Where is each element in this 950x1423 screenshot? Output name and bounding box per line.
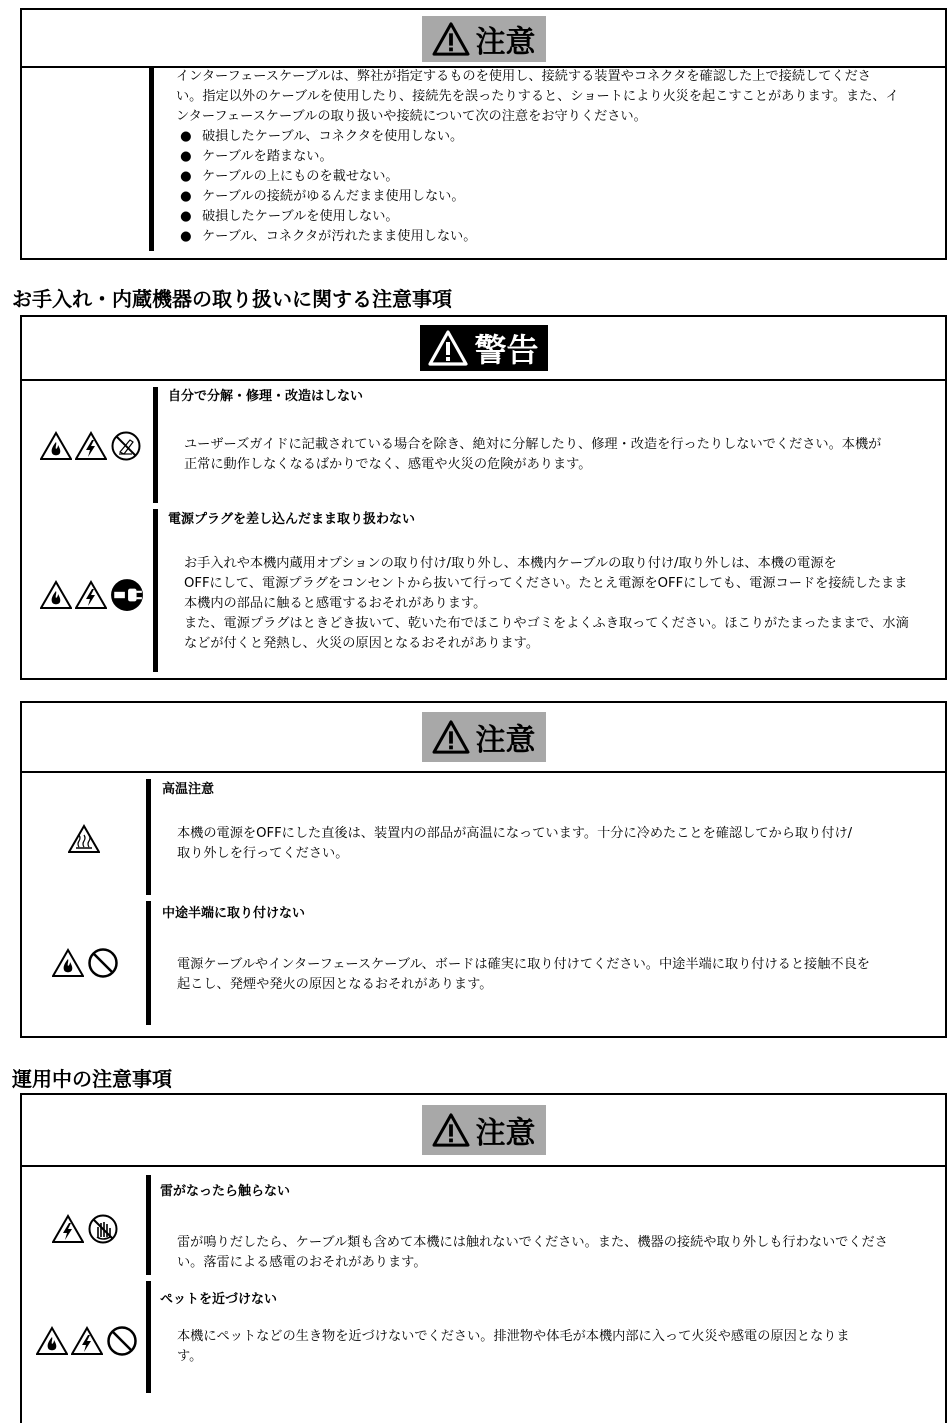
- item-title: 中途半端に取り付けない: [162, 906, 306, 921]
- caution-box-cables: [20, 8, 947, 260]
- box-header: [22, 10, 945, 68]
- no-touch-icon: [87, 1213, 119, 1245]
- body-line: OFFにして、電源プラグをコンセントから抜いて行ってください。たとえ電源をOFFにしても、電源コードを接続したまま: [184, 576, 908, 591]
- body-line: 取り外しを行ってください。: [177, 846, 349, 861]
- section-bar: [153, 387, 158, 503]
- hazard-icons: [36, 1325, 138, 1357]
- body-line: また、電源プラグはときどき抜いて、乾いた布でほこりやゴミをよくふき取ってください。ほこりがたまったままで、水滴: [184, 616, 909, 631]
- body-line: 本機の電源をOFFにした直後は、装置内の部品が高温になっています。十分に冷めたことを確認してから取り付け/: [177, 826, 853, 841]
- body-line: ンターフェースケーブルの取り扱いや接続について次の注意をお守りください。: [176, 109, 647, 124]
- caution-triangle-icon: [432, 22, 470, 56]
- body-line: 本機内の部品に触ると感電するおそれがあります。: [184, 596, 487, 611]
- high-temperature-icon: [68, 824, 100, 854]
- fire-warning-icon: [40, 580, 72, 610]
- caution-box-installation: [20, 701, 947, 1038]
- electric-shock-warning-icon: [75, 431, 107, 461]
- body-line: す。: [177, 1349, 203, 1364]
- bullet-item: ● ケーブルの接続がゆるんだまま使用しない。: [180, 187, 465, 207]
- item-title: 自分で分解・修理・改造はしない: [168, 389, 364, 404]
- body-line: 起こし、発煙や発火の原因となるおそれがあります。: [177, 977, 493, 992]
- prohibition-icon: [87, 947, 119, 979]
- hazard-icons: [40, 578, 144, 612]
- item-title: ペットを近づけない: [160, 1292, 278, 1307]
- hazard-icons: [68, 824, 100, 854]
- body-line: い。落雷による感電のおそれがあります。: [177, 1255, 427, 1270]
- bullet-item: ● 破損したケーブル、コネクタを使用しない。: [180, 127, 463, 147]
- fire-warning-icon: [36, 1326, 68, 1356]
- section-bar: [146, 1175, 151, 1275]
- badge-label: 警告: [474, 331, 539, 369]
- warning-triangle-icon: [428, 330, 468, 366]
- body-line: 電源ケーブルやインターフェースケーブル、ボードは確実に取り付けてください。中途半端に取り付けると接触不良を: [177, 957, 870, 972]
- electric-shock-warning-icon: [71, 1326, 103, 1356]
- hazard-icons: [52, 947, 119, 979]
- badge-label: 注意: [475, 25, 536, 60]
- warning-box-maintenance: [20, 315, 947, 680]
- box-header: [22, 703, 945, 773]
- fire-warning-icon: [52, 948, 84, 978]
- caution-badge: [422, 712, 546, 762]
- warning-badge: [420, 325, 548, 371]
- item-title: 雷がなったら触らない: [160, 1184, 291, 1199]
- caution-triangle-icon: [432, 1113, 470, 1147]
- box-header: [22, 1095, 945, 1167]
- caution-triangle-icon: [432, 720, 470, 754]
- bullet-item: ● ケーブル、コネクタが汚れたまま使用しない。: [180, 227, 476, 247]
- section-bar: [153, 509, 158, 672]
- box-header: [22, 317, 945, 381]
- section-heading: お手入れ・内蔵機器の取り扱いに関する注意事項: [12, 287, 452, 311]
- caution-box-operation: [20, 1093, 947, 1423]
- body-line: 正常に動作しなくなるばかりでなく、感電や火災の危険があります。: [184, 457, 592, 472]
- bullet-item: ● ケーブルを踏まない。: [180, 147, 333, 167]
- item-title: 高温注意: [162, 782, 215, 797]
- badge-label: 注意: [475, 723, 536, 758]
- body-line: 雷が鳴りだしたら、ケーブル類も含めて本機には触れないでください。また、機器の接続や取り外しも行わないでくださ: [177, 1235, 888, 1250]
- section-heading: 運用中の注意事項: [12, 1067, 172, 1091]
- body-line: ユーザーズガイドに記載されている場合を除き、絶対に分解したり、修理・改造を行ったりしないでください。本機が: [184, 437, 882, 452]
- badge-label: 注意: [475, 1116, 536, 1151]
- caution-badge: [422, 16, 546, 62]
- electric-shock-warning-icon: [52, 1214, 84, 1244]
- no-disassembly-icon: [110, 430, 142, 462]
- fire-warning-icon: [40, 431, 72, 461]
- body-line: などが付くと発熱し、火災の原因となるおそれがあります。: [184, 636, 540, 651]
- item-title: 電源プラグを差し込んだまま取り扱わない: [168, 512, 416, 527]
- unplug-icon: [110, 578, 144, 612]
- hazard-icons: [52, 1213, 119, 1245]
- body-line: い。指定以外のケーブルを使用したり、接続先を誤ったりすると、ショートにより火災を起こすことがあります。また、イ: [176, 89, 899, 104]
- body-line: インターフェースケーブルは、弊社が指定するものを使用し、接続する装置やコネクタを確認した上で接続してくださ: [176, 69, 871, 84]
- bullet-item: ● 破損したケーブルを使用しない。: [180, 207, 399, 227]
- section-bar: [146, 901, 151, 1025]
- section-bar: [146, 779, 151, 895]
- caution-badge: [422, 1105, 546, 1155]
- electric-shock-warning-icon: [75, 580, 107, 610]
- body-line: 本機にペットなどの生き物を近づけないでください。排泄物や体毛が本機内部に入って火災や感電の原因となりま: [177, 1329, 850, 1344]
- section-bar: [146, 1281, 151, 1393]
- hazard-icons: [40, 430, 142, 462]
- body-line: お手入れや本機内蔵用オプションの取り付け/取り外し、本機内ケーブルの取り付け/取り外しは、本機の電源を: [184, 556, 837, 571]
- section-bar: [149, 67, 154, 251]
- prohibition-icon: [106, 1325, 138, 1357]
- bullet-item: ● ケーブルの上にものを載せない。: [180, 167, 399, 187]
